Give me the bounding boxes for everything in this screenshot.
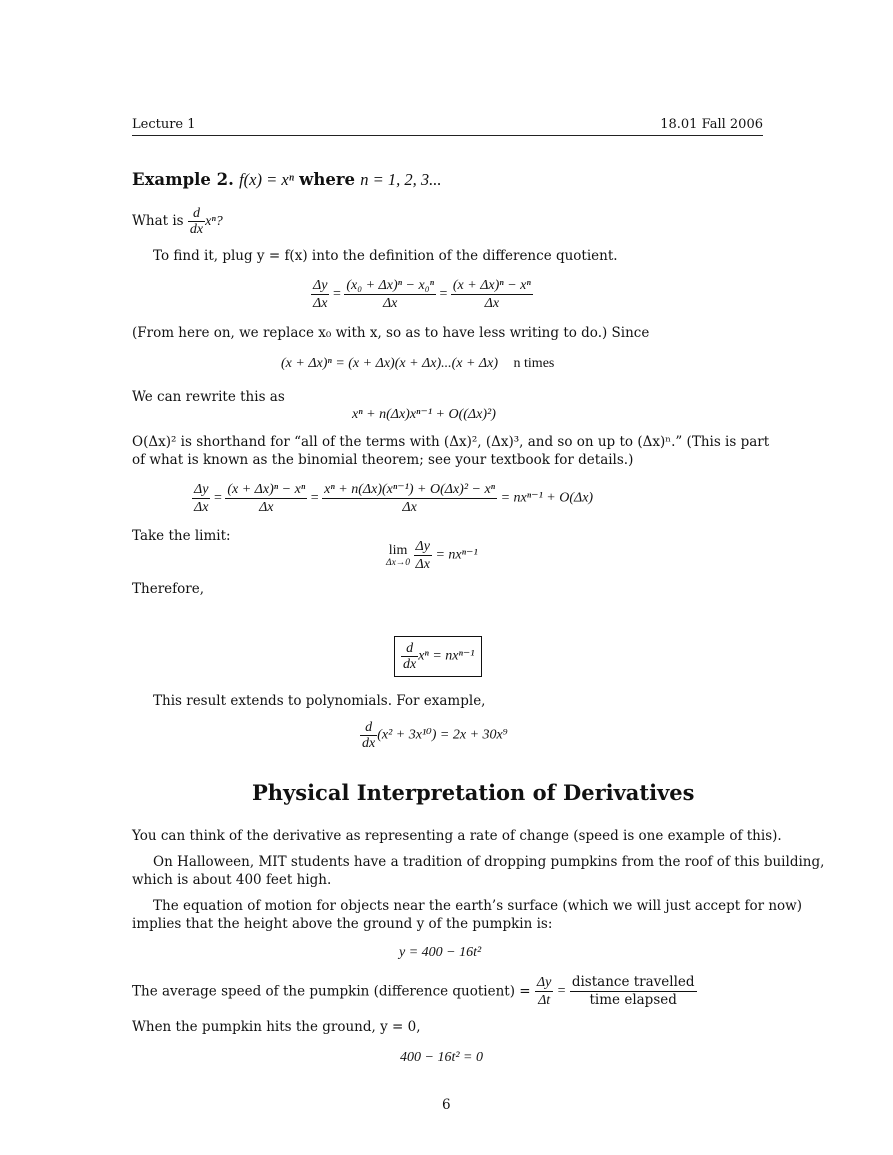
- equation-difference-quotient: [311, 277, 533, 312]
- paragraph-limit: Take the limit:: [132, 528, 231, 544]
- eq4-equals-1: =: [213, 490, 222, 506]
- paragraph-motion-1: The equation of motion for objects near the earth’s surface (which we will just accept for now): [153, 898, 802, 914]
- fraction-x: [451, 277, 533, 312]
- paragraph-motion-2: implies that the height above the ground y of the pumpkin is:: [132, 916, 553, 932]
- average-speed-text: The average speed of the pumpkin (difference quotient) =: [132, 983, 531, 1000]
- running-header: [132, 116, 763, 136]
- eq4-equals-2: =: [310, 490, 319, 506]
- paragraph-halloween-2: which is about 400 feet high.: [132, 872, 332, 888]
- poly-body: (x² + 3x¹⁰) = 2x + 30x⁹: [377, 727, 508, 743]
- eq1-equals-1: =: [332, 286, 341, 302]
- fraction-x0: [344, 277, 436, 312]
- eq4-lhs-den: Δx: [194, 500, 209, 515]
- speed-den-2: time elapsed: [589, 992, 677, 1008]
- eq1-rhs-den: Δx: [484, 296, 500, 311]
- fraction-dy-dx: [311, 277, 329, 312]
- section-heading: Physical Interpretation of Derivatives: [252, 780, 695, 805]
- eq4-b-num: xⁿ + n(Δx)(xⁿ⁻¹) + O(Δx)² − xⁿ: [324, 482, 496, 497]
- eq1-rhs-num: (x + Δx)ⁿ − xⁿ: [452, 278, 531, 293]
- eq4-b: [322, 481, 497, 516]
- speed-num-2: distance travelled: [571, 974, 695, 990]
- speed-equals: =: [557, 983, 566, 999]
- paragraph-big-o-2: of what is known as the binomial theorem; see your textbook for details.): [132, 452, 634, 468]
- eq2-suffix: n times: [513, 356, 555, 371]
- paragraph-big-o-1: O(Δx)² is shorthand for “all of the terms with (Δx)², (Δx)³, and so on up to (Δx)ⁿ.” (This is part: [132, 434, 770, 450]
- example-condition: n = 1, 2, 3...: [360, 170, 442, 189]
- equation-ground: 400 − 16t² = 0: [400, 1050, 483, 1065]
- paragraph-halloween-1: On Halloween, MIT students have a tradition of dropping pumpkins from the roof of this building,: [153, 854, 825, 870]
- example-heading: [132, 170, 442, 190]
- header-lecture: Lecture 1: [132, 117, 196, 132]
- example-where: where: [299, 170, 356, 189]
- paragraph-rate-of-change: You can think of the derivative as representing a rate of change (speed is one example of this).: [132, 828, 782, 844]
- limit-lim: lim: [388, 542, 408, 558]
- equation-binomial: xⁿ + n(Δx)xⁿ⁻¹ + O((Δx)²): [352, 407, 496, 422]
- speed-den-1: Δt: [538, 993, 551, 1008]
- eq1-mid-num: (x₀ + Δx)ⁿ − x₀ⁿ: [346, 278, 434, 293]
- paragraph-hits-ground: When the pumpkin hits the ground, y = 0,: [132, 1019, 421, 1035]
- speed-num-1: Δy: [536, 975, 552, 990]
- eq4-b-den: Δx: [402, 500, 417, 515]
- equation-height: y = 400 − 16t²: [399, 945, 482, 960]
- eq4-a-den: Δx: [259, 500, 274, 515]
- equation-polynomial-example: [360, 720, 508, 751]
- boxed-d: d: [401, 641, 418, 657]
- example-label: Example 2.: [132, 170, 234, 189]
- eq1-mid-den: Δx: [382, 296, 398, 311]
- derivative-dx: dx: [189, 222, 204, 237]
- equation-expansion: [281, 356, 554, 372]
- eq1-equals-2: =: [439, 286, 448, 302]
- limit-sub: Δx→0: [386, 557, 411, 568]
- limit-rhs: = nxⁿ⁻¹: [435, 547, 478, 563]
- example-statement: f(x) = xⁿ: [239, 170, 294, 189]
- page-number: 6: [442, 1097, 451, 1113]
- average-speed-line: [132, 974, 697, 1009]
- speed-fraction-1: [535, 974, 553, 1009]
- paragraph-polynomials: This result extends to polynomials. For example,: [153, 693, 486, 709]
- eq4-a: [225, 481, 307, 516]
- limit-num: Δy: [415, 539, 430, 554]
- eq4-lhs: [192, 481, 210, 516]
- eq1-lhs-num: Δy: [313, 278, 328, 293]
- header-course: 18.01 Fall 2006: [660, 117, 763, 132]
- question-line: [132, 206, 223, 237]
- boxed-derivative-operator: [401, 641, 418, 672]
- question-body: xⁿ?: [205, 214, 223, 229]
- eq4-lhs-num: Δy: [194, 482, 209, 497]
- speed-fraction-2: [570, 974, 697, 1009]
- boxed-dx: dx: [403, 657, 417, 672]
- paragraph-plug: To find it, plug y = f(x) into the definition of the difference quotient.: [153, 248, 618, 264]
- derivative-d: d: [188, 206, 205, 222]
- boxed-body: xⁿ = nxⁿ⁻¹: [418, 648, 475, 664]
- eq4-a-num: (x + Δx)ⁿ − xⁿ: [227, 482, 306, 497]
- boxed-power-rule: [394, 636, 482, 677]
- paragraph-therefore: Therefore,: [132, 581, 204, 597]
- limit-fraction: [414, 538, 432, 573]
- derivative-operator: [188, 206, 205, 237]
- eq2-text: (x + Δx)ⁿ = (x + Δx)(x + Δx)...(x + Δx): [281, 356, 499, 371]
- poly-dx: dx: [362, 736, 376, 751]
- equation-full-quotient: [192, 481, 593, 516]
- equation-limit: [386, 538, 478, 573]
- limit-operator: [386, 543, 410, 569]
- eq1-lhs-den: Δx: [313, 296, 328, 311]
- eq4-result: = nxⁿ⁻¹ + O(Δx): [500, 490, 594, 506]
- question-prefix: What is: [132, 213, 184, 229]
- limit-den: Δx: [415, 557, 430, 572]
- poly-d: d: [360, 720, 377, 736]
- paragraph-rewrite: We can rewrite this as: [132, 389, 285, 405]
- poly-derivative-operator: [360, 720, 377, 751]
- paragraph-replace: (From here on, we replace x₀ with x, so as to have less writing to do.) Since: [132, 325, 650, 341]
